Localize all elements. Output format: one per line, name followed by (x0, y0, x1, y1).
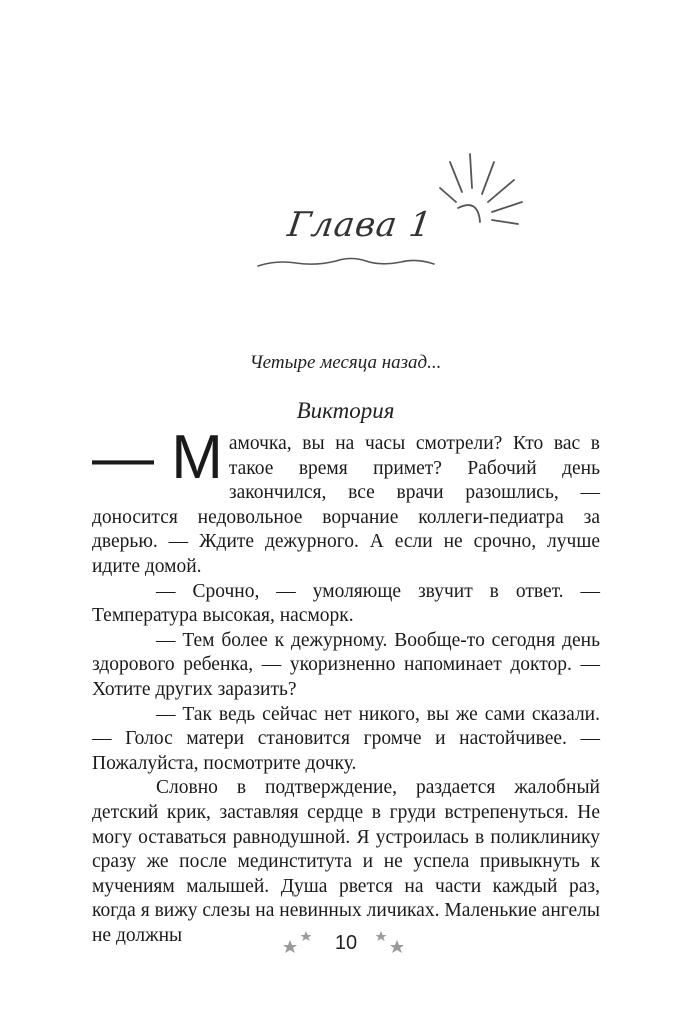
stars-ornament-icon (372, 928, 408, 958)
paragraph (92, 423, 600, 580)
pov-character: Виктория (296, 398, 395, 423)
wave-underline-icon (256, 252, 436, 274)
chapter-subtitle: Четыре месяца назад... (249, 352, 442, 373)
drop-cap: — М (92, 423, 223, 492)
page-footer (0, 928, 691, 962)
paragraph: — Тем более к дежурному. Вообще-то сегодня день здорового ребенка, — укоризненно напоминает доктор. — Хотите других заразить? (92, 629, 600, 700)
chapter-title: Глава 1 (285, 205, 435, 245)
paragraph: Словно в подтверждение, раздается жалобный детский крик, заставляя сердце в груди встрепенуться. Не могу оставаться равнодушной. Я устроилась в поликлинику сразу же после мединститута и не успела привыкнуть к мучениям малышей. Душа рвется на части каждый раз, когда я вижу слезы на невинных личиках. Маленькие ангелы не должны (92, 777, 600, 946)
paragraph: — Срочно, — умоляюще звучит в ответ. — Температура высокая, насморк. (92, 580, 600, 627)
paragraph-text: амочка, вы на часы смотрели? Кто вас в такое время примет? Рабочий день закончился, все врачи разошлись, — доносится недовольное ворчание коллеги-педиатра за дверью. — Ждите дежурного. А если не срочно, лучше идите домой. (92, 433, 600, 577)
page-number: 10 (334, 932, 358, 954)
chapter-body (92, 423, 600, 948)
paragraph: — Так ведь сейчас нет никого, вы же сами сказали. — Голос матери становится громче и настойчивее. — Пожалуйста, посмотрите дочку. (92, 703, 600, 774)
stars-ornament-icon (280, 928, 316, 958)
